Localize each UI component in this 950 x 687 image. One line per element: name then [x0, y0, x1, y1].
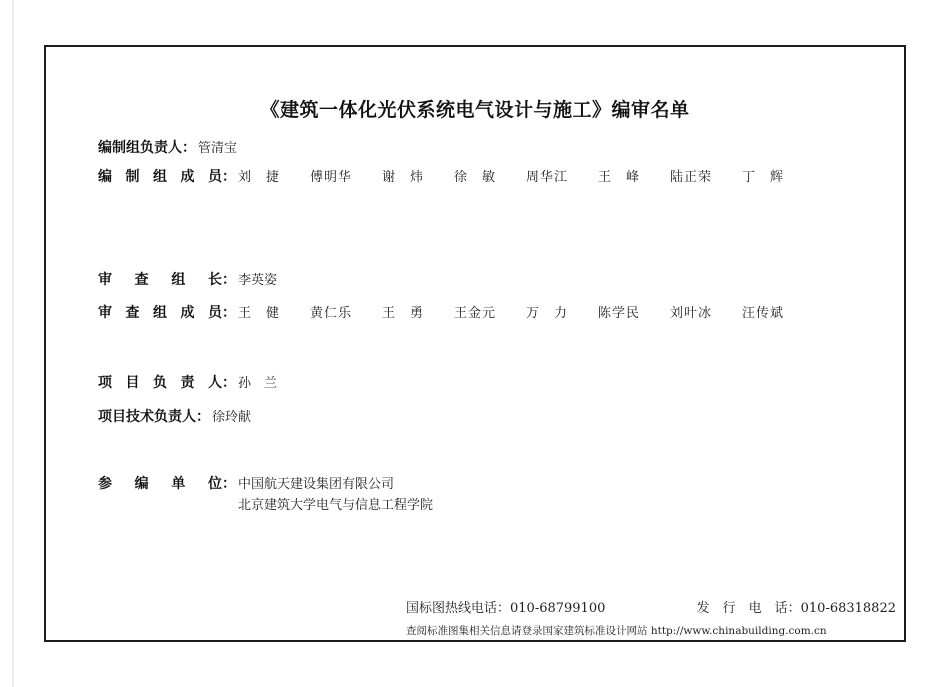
- compile-leader-name: 管清宝: [198, 141, 238, 156]
- member-name: 刘 捷: [238, 170, 281, 185]
- member-name: 陈学民: [598, 306, 641, 321]
- compile-leader-label: 编制组负责人：: [98, 140, 196, 156]
- member-name: 王 峰: [598, 170, 641, 185]
- compile-members-list: [238, 166, 814, 185]
- review-members-label: 审 查 组 成 员：: [98, 305, 236, 321]
- project-tech-leader-row: [98, 406, 251, 426]
- member-name: 陆正荣: [670, 170, 713, 185]
- member-name: 周华江: [526, 170, 569, 185]
- footer-phones: [406, 597, 896, 616]
- member-name: 万 力: [526, 306, 569, 321]
- member-name: 徐 敏: [454, 170, 497, 185]
- compile-leader-row: [98, 137, 237, 157]
- page-title: 《建筑一体化光伏系统电气设计与施工》编审名单: [260, 99, 690, 121]
- participants-label: 参 编 单 位：: [98, 476, 236, 492]
- review-members-list: [238, 302, 814, 321]
- hotline-text: 国标图热线电话：010-68799100: [406, 601, 606, 616]
- document-frame: [44, 45, 906, 642]
- participants-row: [98, 474, 433, 516]
- review-leader-label: 审 查 组 长：: [98, 272, 236, 288]
- project-tech-leader-label: 项目技术负责人：: [98, 409, 210, 425]
- member-name: 王 健: [238, 306, 281, 321]
- member-name: 谢 炜: [382, 170, 425, 185]
- website-note: 查阅标准图集相关信息请登录国家建筑标准设计网站 http://www.chinabuilding.com.cn: [406, 625, 827, 637]
- compile-members-row: [98, 166, 814, 186]
- participant-org: 中国航天建设集团有限公司: [238, 477, 395, 492]
- member-name: 傅明华: [310, 170, 353, 185]
- project-tech-leader-name: 徐玲献: [212, 410, 252, 425]
- footer: [406, 597, 896, 638]
- compile-members-label: 编 制 组 成 员：: [98, 169, 236, 185]
- member-name: 王金元: [454, 306, 497, 321]
- project-leader-name: 孙 兰: [238, 376, 278, 391]
- participants-list: [238, 474, 433, 516]
- participant-org: 北京建筑大学电气与信息工程学院: [238, 498, 434, 513]
- issue-phone-text: 发 行 电 话：010-68318822: [696, 601, 896, 616]
- review-leader-name: 李英姿: [238, 273, 278, 288]
- member-name: 汪传斌: [742, 306, 785, 321]
- project-leader-label: 项 目 负 责 人：: [98, 375, 236, 391]
- project-leader-row: [98, 372, 277, 392]
- review-leader-row: [98, 269, 277, 289]
- member-name: 王 勇: [382, 306, 425, 321]
- member-name: 丁 辉: [742, 170, 785, 185]
- member-name: 刘叶冰: [670, 306, 713, 321]
- member-name: 黄仁乐: [310, 306, 353, 321]
- page-edge: [12, 0, 14, 687]
- review-members-row: [98, 302, 814, 322]
